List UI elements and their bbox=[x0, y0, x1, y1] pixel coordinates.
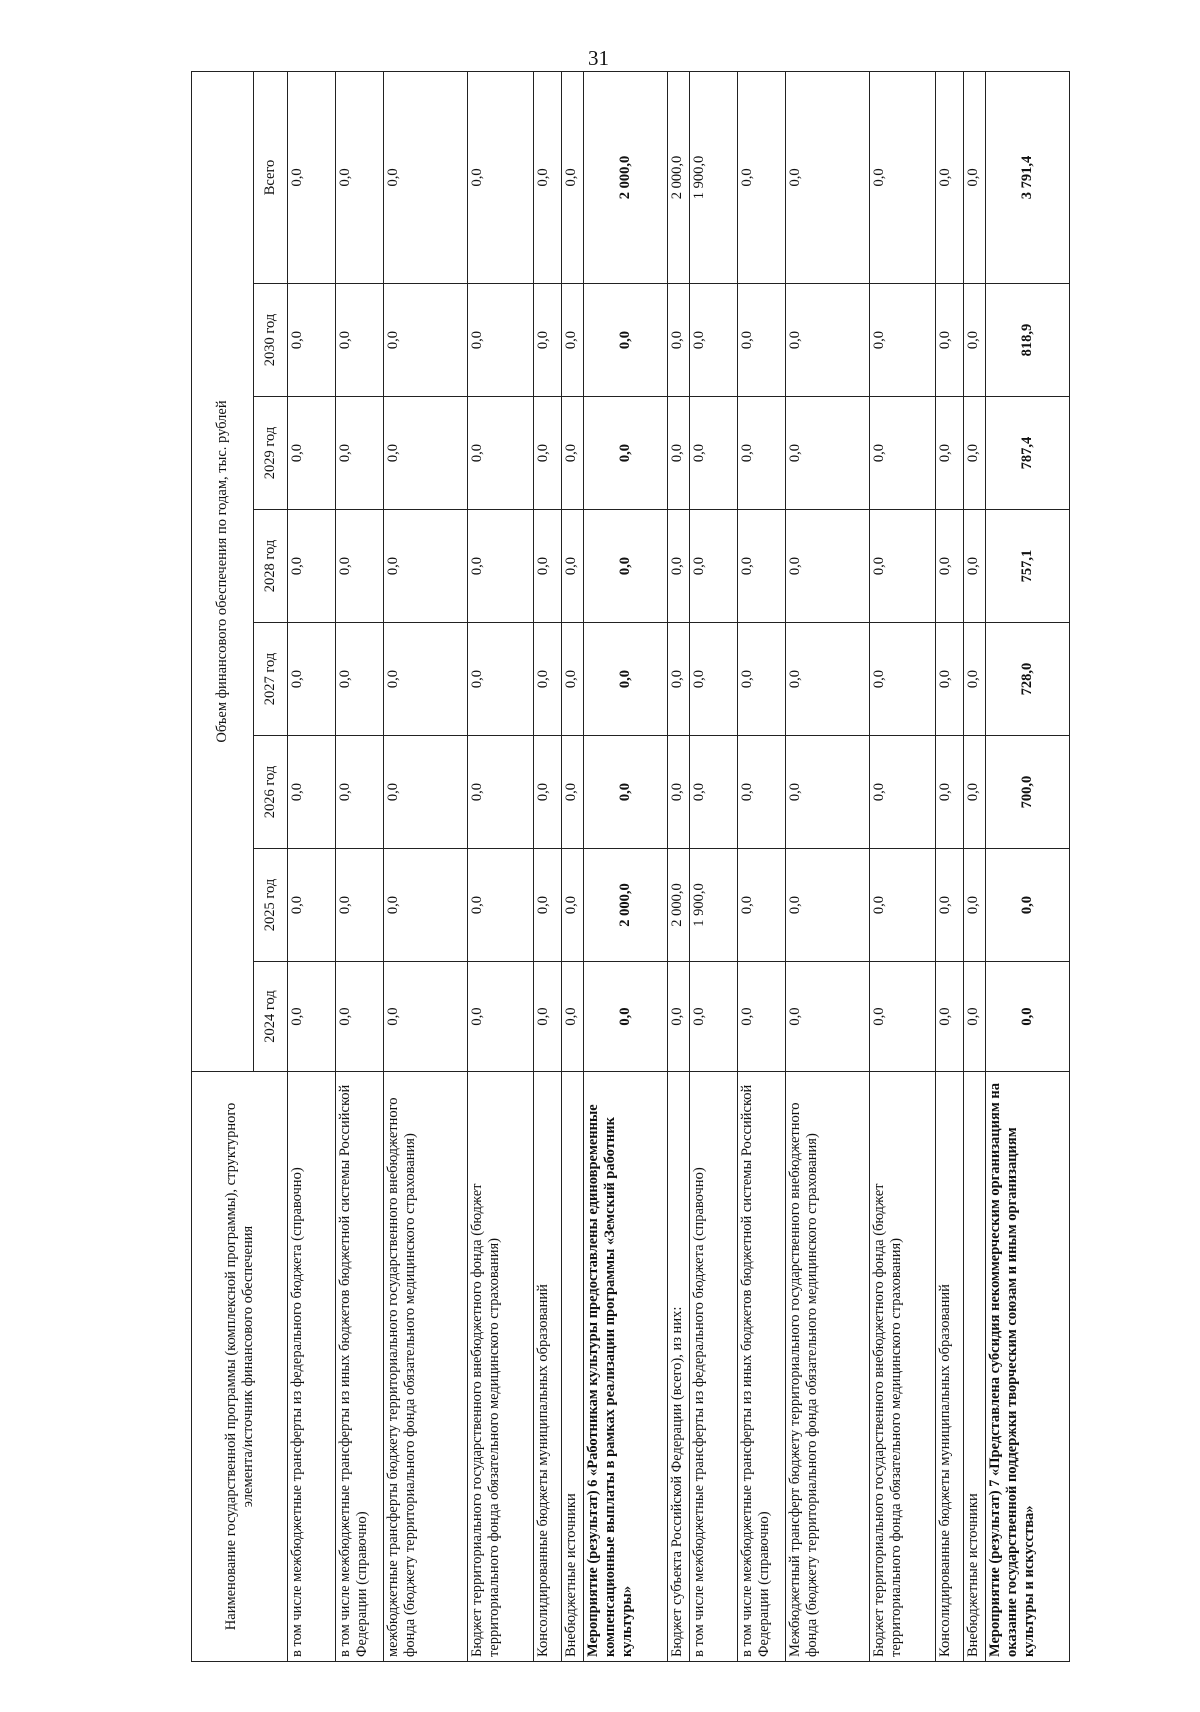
value-2025: 2 000,0 bbox=[668, 849, 690, 962]
rotated-table-container bbox=[191, 72, 1065, 1662]
row-name: Бюджет территориального государственного внебюджетного фонда (бюджет территориального фонда обязательного медицинского страхования) bbox=[468, 1072, 534, 1662]
value-2029: 0,0 bbox=[384, 397, 468, 510]
value-2030: 0,0 bbox=[738, 284, 786, 397]
value-2025: 0,0 bbox=[738, 849, 786, 962]
value-2024: 0,0 bbox=[668, 962, 690, 1072]
value-2026: 0,0 bbox=[562, 736, 584, 849]
value-2025: 0,0 bbox=[468, 849, 534, 962]
value-2027: 0,0 bbox=[964, 623, 986, 736]
value-2029: 787,4 bbox=[986, 397, 1070, 510]
value-2030: 0,0 bbox=[668, 284, 690, 397]
header-year-2024: 2024 год bbox=[254, 962, 288, 1072]
value-2030: 0,0 bbox=[584, 284, 668, 397]
row-name: в том числе межбюджетные трансферты из федерального бюджета (справочно) bbox=[690, 1072, 738, 1662]
value-2030: 0,0 bbox=[690, 284, 738, 397]
value-2026: 0,0 bbox=[336, 736, 384, 849]
value-total: 0,0 bbox=[936, 71, 964, 283]
value-2030: 0,0 bbox=[384, 284, 468, 397]
value-2025: 0,0 bbox=[964, 849, 986, 962]
value-2028: 0,0 bbox=[964, 510, 986, 623]
header-year-2030: 2030 год bbox=[254, 284, 288, 397]
value-2025: 0,0 bbox=[786, 849, 870, 962]
table-row bbox=[668, 71, 690, 1661]
value-total: 0,0 bbox=[562, 71, 584, 283]
value-total: 0,0 bbox=[964, 71, 986, 283]
row-name: Межбюджетный трансферт бюджету территориального государственного внебюджетного фонда (бюджету территориального фонда обязательного медицинского страхования) bbox=[786, 1072, 870, 1662]
value-2025: 0,0 bbox=[384, 849, 468, 962]
value-2029: 0,0 bbox=[690, 397, 738, 510]
row-name: Бюджет территориального государственного внебюджетного фонда (бюджет территориального фонда обязательного медицинского страхования) bbox=[870, 1072, 936, 1662]
value-2027: 0,0 bbox=[468, 623, 534, 736]
table-row bbox=[870, 71, 936, 1661]
table-row bbox=[336, 71, 384, 1661]
table-row-activity-6 bbox=[584, 71, 668, 1661]
table-row bbox=[786, 71, 870, 1661]
value-2024: 0,0 bbox=[738, 962, 786, 1072]
value-2025: 0,0 bbox=[288, 849, 336, 962]
row-name: Мероприятие (результат) 7 «Представлена субсидия некоммерческим организациям на оказание государственной поддержки творческим союзам и иным организациям культуры и искусства» bbox=[986, 1072, 1070, 1662]
value-2027: 0,0 bbox=[534, 623, 562, 736]
value-2024: 0,0 bbox=[936, 962, 964, 1072]
value-2028: 0,0 bbox=[870, 510, 936, 623]
value-2025: 1 900,0 bbox=[690, 849, 738, 962]
value-2029: 0,0 bbox=[738, 397, 786, 510]
value-2026: 0,0 bbox=[786, 736, 870, 849]
value-2024: 0,0 bbox=[562, 962, 584, 1072]
value-total: 0,0 bbox=[786, 71, 870, 283]
value-2025: 2 000,0 bbox=[584, 849, 668, 962]
value-2030: 0,0 bbox=[936, 284, 964, 397]
table-row bbox=[468, 71, 534, 1661]
value-2027: 728,0 bbox=[986, 623, 1070, 736]
value-2028: 757,1 bbox=[986, 510, 1070, 623]
value-2024: 0,0 bbox=[384, 962, 468, 1072]
value-2027: 0,0 bbox=[668, 623, 690, 736]
value-total: 0,0 bbox=[288, 71, 336, 283]
value-2029: 0,0 bbox=[964, 397, 986, 510]
value-2027: 0,0 bbox=[384, 623, 468, 736]
table-row-activity-7 bbox=[986, 71, 1070, 1661]
value-2030: 0,0 bbox=[336, 284, 384, 397]
value-2029: 0,0 bbox=[288, 397, 336, 510]
value-2027: 0,0 bbox=[336, 623, 384, 736]
value-2024: 0,0 bbox=[690, 962, 738, 1072]
value-2026: 0,0 bbox=[534, 736, 562, 849]
value-2026: 0,0 bbox=[936, 736, 964, 849]
value-2028: 0,0 bbox=[584, 510, 668, 623]
value-2024: 0,0 bbox=[870, 962, 936, 1072]
value-2024: 0,0 bbox=[336, 962, 384, 1072]
value-total: 0,0 bbox=[738, 71, 786, 283]
value-2024: 0,0 bbox=[288, 962, 336, 1072]
row-name: Мероприятие (результат) 6 «Работникам культуры предоставлены единовременные компенсационные выплаты в рамках реализации программы «Земский работник культуры» bbox=[584, 1072, 668, 1662]
value-total: 3 791,4 bbox=[986, 71, 1070, 283]
value-2028: 0,0 bbox=[936, 510, 964, 623]
value-total: 2 000,0 bbox=[584, 71, 668, 283]
value-2029: 0,0 bbox=[584, 397, 668, 510]
value-2030: 0,0 bbox=[468, 284, 534, 397]
value-2027: 0,0 bbox=[288, 623, 336, 736]
page-number: 31 bbox=[588, 46, 609, 70]
value-2026: 0,0 bbox=[288, 736, 336, 849]
row-name: Внебюджетные источники bbox=[964, 1072, 986, 1662]
value-2029: 0,0 bbox=[468, 397, 534, 510]
row-name: Консолидированные бюджеты муниципальных образований bbox=[534, 1072, 562, 1662]
value-2027: 0,0 bbox=[936, 623, 964, 736]
value-2025: 0,0 bbox=[534, 849, 562, 962]
value-2029: 0,0 bbox=[870, 397, 936, 510]
value-2028: 0,0 bbox=[668, 510, 690, 623]
row-name: в том числе межбюджетные трансферты из иных бюджетов бюджетной системы Российской Федерации (справочно) bbox=[336, 1072, 384, 1662]
table-row bbox=[562, 71, 584, 1661]
value-total: 0,0 bbox=[468, 71, 534, 283]
table-row bbox=[738, 71, 786, 1661]
value-2028: 0,0 bbox=[288, 510, 336, 623]
value-2026: 700,0 bbox=[986, 736, 1070, 849]
value-2028: 0,0 bbox=[738, 510, 786, 623]
value-2030: 0,0 bbox=[870, 284, 936, 397]
value-2025: 0,0 bbox=[936, 849, 964, 962]
header-total: Всего bbox=[254, 71, 288, 283]
table-row bbox=[690, 71, 738, 1661]
row-name: Бюджет субъекта Российской Федерации (всего), из них: bbox=[668, 1072, 690, 1662]
value-total: 2 000,0 bbox=[668, 71, 690, 283]
value-2030: 818,9 bbox=[986, 284, 1070, 397]
header-name-column: Наименование государственной программы (комплексной программы), структурного элемента/источник финансового обеспечения bbox=[192, 1072, 288, 1662]
value-2026: 0,0 bbox=[584, 736, 668, 849]
value-2025: 0,0 bbox=[562, 849, 584, 962]
value-2027: 0,0 bbox=[690, 623, 738, 736]
value-2030: 0,0 bbox=[964, 284, 986, 397]
header-year-2029: 2029 год bbox=[254, 397, 288, 510]
value-2027: 0,0 bbox=[562, 623, 584, 736]
header-year-2025: 2025 год bbox=[254, 849, 288, 962]
value-2028: 0,0 bbox=[534, 510, 562, 623]
value-2030: 0,0 bbox=[288, 284, 336, 397]
value-total: 0,0 bbox=[870, 71, 936, 283]
table-row bbox=[534, 71, 562, 1661]
value-2029: 0,0 bbox=[668, 397, 690, 510]
value-2024: 0,0 bbox=[584, 962, 668, 1072]
value-2025: 0,0 bbox=[336, 849, 384, 962]
value-total: 1 900,0 bbox=[690, 71, 738, 283]
value-2026: 0,0 bbox=[668, 736, 690, 849]
row-name: Консолидированные бюджеты муниципальных образований bbox=[936, 1072, 964, 1662]
value-2024: 0,0 bbox=[534, 962, 562, 1072]
value-2028: 0,0 bbox=[690, 510, 738, 623]
table-row bbox=[288, 71, 336, 1661]
value-2029: 0,0 bbox=[534, 397, 562, 510]
table-row bbox=[384, 71, 468, 1661]
header-year-2028: 2028 год bbox=[254, 510, 288, 623]
row-name: Внебюджетные источники bbox=[562, 1072, 584, 1662]
value-2024: 0,0 bbox=[468, 962, 534, 1072]
value-2030: 0,0 bbox=[562, 284, 584, 397]
header-volume-group: Объем финансового обеспечения по годам, тыс. рублей bbox=[192, 71, 254, 1071]
table-row bbox=[964, 71, 986, 1661]
value-2026: 0,0 bbox=[964, 736, 986, 849]
value-2027: 0,0 bbox=[738, 623, 786, 736]
value-2029: 0,0 bbox=[936, 397, 964, 510]
value-2030: 0,0 bbox=[786, 284, 870, 397]
value-total: 0,0 bbox=[336, 71, 384, 283]
value-2024: 0,0 bbox=[786, 962, 870, 1072]
row-name: межбюджетные трансферты бюджету территориального государственного внебюджетного фонда (бюджету территориального фонда обязательного медицинского страхования) bbox=[384, 1072, 468, 1662]
value-2026: 0,0 bbox=[690, 736, 738, 849]
value-2027: 0,0 bbox=[584, 623, 668, 736]
row-name: в том числе межбюджетные трансферты из иных бюджетов бюджетной системы Российской Федерации (справочно) bbox=[738, 1072, 786, 1662]
value-2028: 0,0 bbox=[562, 510, 584, 623]
value-2026: 0,0 bbox=[738, 736, 786, 849]
value-2027: 0,0 bbox=[786, 623, 870, 736]
value-2029: 0,0 bbox=[786, 397, 870, 510]
value-total: 0,0 bbox=[384, 71, 468, 283]
value-2028: 0,0 bbox=[336, 510, 384, 623]
value-2026: 0,0 bbox=[384, 736, 468, 849]
financing-table bbox=[191, 71, 1070, 1662]
value-2029: 0,0 bbox=[562, 397, 584, 510]
value-2024: 0,0 bbox=[986, 962, 1070, 1072]
value-2028: 0,0 bbox=[384, 510, 468, 623]
value-2024: 0,0 bbox=[964, 962, 986, 1072]
value-total: 0,0 bbox=[534, 71, 562, 283]
header-year-2027: 2027 год bbox=[254, 623, 288, 736]
value-2030: 0,0 bbox=[534, 284, 562, 397]
row-name: в том числе межбюджетные трансферты из федерального бюджета (справочно) bbox=[288, 1072, 336, 1662]
value-2026: 0,0 bbox=[870, 736, 936, 849]
value-2028: 0,0 bbox=[468, 510, 534, 623]
header-year-2026: 2026 год bbox=[254, 736, 288, 849]
table-row bbox=[936, 71, 964, 1661]
value-2025: 0,0 bbox=[870, 849, 936, 962]
value-2026: 0,0 bbox=[468, 736, 534, 849]
value-2029: 0,0 bbox=[336, 397, 384, 510]
value-2027: 0,0 bbox=[870, 623, 936, 736]
value-2025: 0,0 bbox=[986, 849, 1070, 962]
value-2028: 0,0 bbox=[786, 510, 870, 623]
